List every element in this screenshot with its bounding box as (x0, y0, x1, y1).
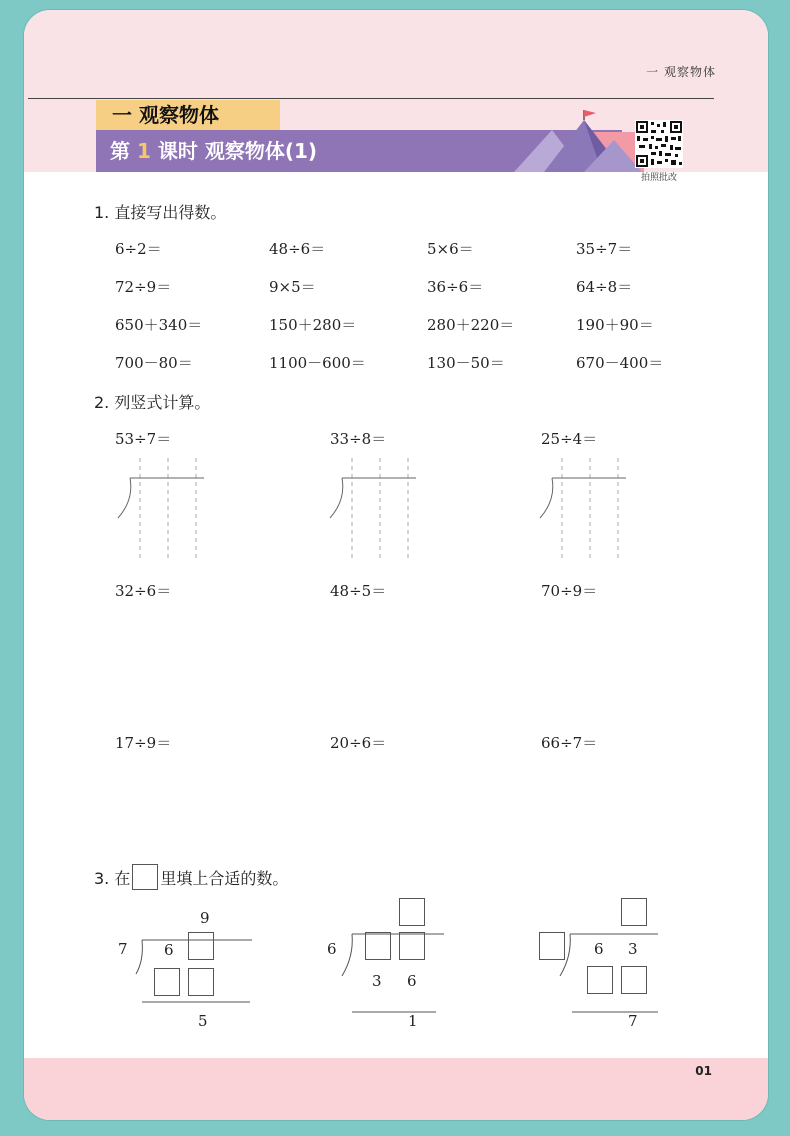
unit-title: 一 观察物体 (96, 100, 280, 130)
q3-title-pre: 3. 在 (94, 869, 131, 888)
q1-title: 1. 直接写出得数。 (94, 203, 227, 222)
q2-item: 25÷4＝ (541, 430, 598, 448)
dividend-digit: 3 (628, 940, 638, 958)
answer-box[interactable] (188, 968, 214, 996)
quotient-digit: 9 (200, 909, 210, 927)
division-guide-icon (534, 458, 634, 568)
q2-item: 33÷8＝ (330, 430, 387, 448)
answer-box[interactable] (188, 932, 214, 960)
divisor: 6 (327, 940, 337, 958)
answer-box[interactable] (621, 966, 647, 994)
q1-item: 1100－600＝ (269, 354, 366, 372)
q1-item: 150＋280＝ (269, 316, 357, 334)
dividend-digit: 6 (594, 940, 604, 958)
mountain-flag-icon (514, 110, 644, 172)
lesson-prefix: 第 (110, 139, 130, 163)
q1-item: 650＋340＝ (115, 316, 203, 334)
q1-item: 5×6＝ (427, 240, 474, 258)
header-rule (28, 98, 714, 99)
q1-item: 35÷7＝ (576, 240, 633, 258)
q1-item: 280＋220＝ (427, 316, 515, 334)
q1-item: 72÷9＝ (115, 278, 172, 296)
q3-title-post: 里填上合适的数。 (160, 869, 289, 888)
workbook-page (24, 10, 768, 1120)
q2-item: 20÷6＝ (330, 734, 387, 752)
q2-item: 66÷7＝ (541, 734, 598, 752)
q3-title (94, 864, 288, 890)
division-bracket-1 (114, 928, 254, 1028)
dividend-digit: 6 (164, 941, 174, 959)
q1-item: 700－80＝ (115, 354, 193, 372)
answer-box[interactable] (621, 898, 647, 926)
q1-item: 9×5＝ (269, 278, 316, 296)
qr-code-icon[interactable] (635, 120, 683, 168)
answer-box[interactable] (399, 898, 425, 926)
q1-item: 48÷6＝ (269, 240, 326, 258)
q2-item: 70÷9＝ (541, 582, 598, 600)
running-head: 一 观察物体 (646, 65, 716, 79)
division-guide-icon (112, 458, 212, 568)
product-digit: 6 (407, 972, 417, 990)
remainder: 1 (408, 1012, 418, 1030)
answer-box[interactable] (539, 932, 565, 960)
page-number: 01 (695, 1064, 712, 1078)
answer-box[interactable] (365, 932, 391, 960)
q1-item: 64÷8＝ (576, 278, 633, 296)
q2-title: 2. 列竖式计算。 (94, 393, 211, 412)
remainder: 7 (628, 1012, 638, 1030)
q1-item: 36÷6＝ (427, 278, 484, 296)
q2-item: 32÷6＝ (115, 582, 172, 600)
q1-item: 130－50＝ (427, 354, 505, 372)
qr-label: 拍照批改 (640, 173, 677, 183)
division-guide-icon (324, 458, 424, 568)
q1-item: 670－400＝ (576, 354, 664, 372)
q2-item: 17÷9＝ (115, 734, 172, 752)
lesson-suffix: 课时 观察物体(1) (157, 139, 318, 163)
q1-item: 190＋90＝ (576, 316, 654, 334)
footer-band (24, 1058, 768, 1120)
answer-box[interactable] (154, 968, 180, 996)
q2-item: 48÷5＝ (330, 582, 387, 600)
answer-box[interactable] (399, 932, 425, 960)
remainder: 5 (198, 1012, 208, 1030)
q1-item: 6÷2＝ (115, 240, 162, 258)
division-bracket-2 (324, 928, 464, 1028)
lesson-number: 1 (136, 139, 151, 163)
answer-box[interactable] (587, 966, 613, 994)
product-digit: 3 (372, 972, 382, 990)
answer-box-icon (132, 864, 158, 890)
q2-item: 53÷7＝ (115, 430, 172, 448)
divisor: 7 (118, 940, 128, 958)
